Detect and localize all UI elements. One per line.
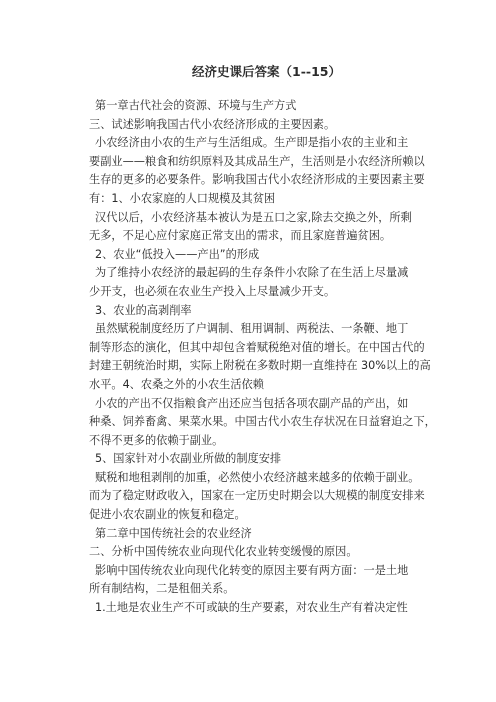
text-line: 第一章古代社会的资源、环境与生产方式 (95, 99, 297, 112)
text-line: 汉代以后，小农经济基本被认为是五口之家,除去交换之外，所剩 (95, 210, 412, 224)
text-line: 不得不更多的依赖于副业。 (89, 433, 224, 447)
text-line: 所有制结构，二是租佃关系。 (89, 582, 235, 596)
text-line: 赋税和地租剥削的加重，必然使小农经济越来越多的依赖于副业。 (95, 470, 420, 484)
text-line: 生存的更多的必要条件。影响我国古代小农经济形成的主要因素主要 (89, 173, 425, 187)
text-line: 无多，不足心应付家庭正常支出的需求，而且家庭普遍贫困。 (89, 229, 392, 243)
text-line: 虽然赋税制度经历了户调制、租用调制、两税法、一条鞭、地丁 (95, 322, 409, 336)
text-line: 少开支，也必须在农业生产投入上尽量减少开支。 (89, 284, 336, 298)
text-line: 1.土地是农业生产不可或缺的生产要素，对农业生产有着决定性 (95, 601, 408, 615)
text-line: 为了维持小农经济的最起码的生存条件小农除了在生活上尽量减 (95, 266, 409, 280)
text-line: 要副业——粮食和纺织原料及其成品生产，生活则是小农经济所赖以 (89, 154, 425, 168)
text-line: 2、农业“低投入——产出”的形成 (95, 247, 260, 261)
text-line: 5、国家针对小农副业所做的制度安排 (95, 452, 282, 466)
text-line: 种桑、饲养畜禽、果菜水果。中国古代小农生存状况在日益窘迫之下， (89, 415, 436, 429)
text-line: 三、试述影响我国古代小农经济形成的主要因素。 (89, 117, 336, 131)
document-body (89, 97, 434, 618)
text-line: 促进小农农副业的恢复和稳定。 (89, 508, 246, 522)
text-line: 制等形态的演化，但其中却包含着赋税绝对值的增长。在中国古代的 (89, 340, 425, 354)
text-line: 3、农业的高剥削率 (95, 303, 192, 317)
text-line: 而为了稳定财政收入，国家在一定历史时期会以大规模的制度安排来 (89, 489, 425, 503)
text-line: 封建王朝统治时期，实际上附税在多数时期一直维持在 30%以上的高 (89, 359, 431, 373)
text-line: 影响中国传统农业向现代化转变的原因主要有两方面：一是土地 (95, 563, 409, 577)
text-line: 小农的产出不仅指粮食产出还应当包括各项农副产品的产出，如 (95, 396, 409, 410)
text-line: 有：1、小农家庭的人口规模及其贫困 (89, 191, 276, 205)
text-line: 水平。4、农桑之外的小农生活依赖 (89, 377, 264, 391)
text-line: 二、分析中国传统农业向现代化农业转变缓慢的原因。 (89, 545, 358, 559)
text-line: 第二章中国传统社会的农业经济 (95, 526, 252, 540)
text-line: 小农经济由小农的生产与生活组成。生产即是指小农的主业和主 (95, 136, 409, 150)
page-title: 经济史课后答案（1--15） (192, 64, 341, 79)
